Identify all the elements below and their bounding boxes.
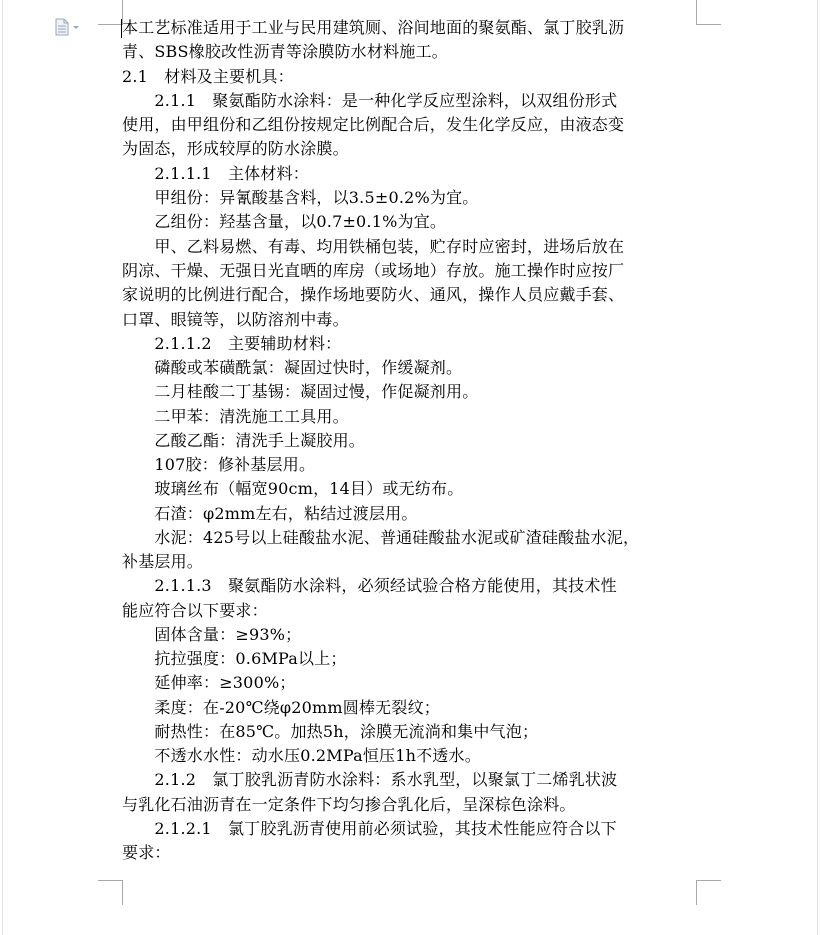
doc-line: 抗拉强度：0.6MPa以上；	[122, 649, 347, 668]
page-margin-corner-top-right	[696, 0, 721, 25]
doc-line: 要求：	[122, 843, 171, 862]
doc-line: 柔度：在-20℃绕φ20mm圆棒无裂纹；	[122, 698, 440, 717]
chevron-down-icon	[73, 26, 79, 29]
doc-line: 2.1.1 聚氨酯防水涂料：是一种化学反应型涂料，以双组份形式	[122, 91, 618, 110]
doc-line: 二月桂酸二丁基锡：凝固过慢，作促凝剂用。	[122, 382, 479, 401]
page-right-edge	[817, 0, 818, 935]
doc-line: 2.1.2 氯丁胶乳沥青防水涂料：系水乳型，以聚氯丁二烯乳状波	[122, 770, 618, 789]
document-view-button[interactable]	[54, 18, 86, 36]
doc-line: 2.1.1.2 主要辅助材料：	[122, 334, 342, 353]
doc-line: 能应符合以下要求：	[122, 601, 268, 620]
doc-line: 乙组份：羟基含量，以0.7±0.1%为宜。	[122, 212, 447, 231]
doc-line: 2.1 材料及主要机具：	[122, 67, 294, 86]
doc-line: 玻璃丝布（幅宽90cm，14目）或无纺布。	[122, 479, 464, 498]
doc-line: 107胶：修补基层用。	[122, 455, 316, 474]
doc-line: 石渣：φ2mm左右，粘结过渡层用。	[122, 504, 418, 523]
doc-line: 乙酸乙酯：清洗手上凝胶用。	[122, 431, 366, 450]
document-icon	[54, 18, 86, 36]
doc-line: 甲、乙料易燃、有毒、均用铁桶包装，贮存时应密封，进场后放在	[122, 237, 625, 256]
doc-line: 青、SBS橡胶改性沥青等涂膜防水材料施工。	[122, 42, 448, 61]
doc-line: 2.1.1.3 聚氨酯防水涂料，必须经试验合格方能使用，其技术性	[122, 576, 617, 595]
page-left-edge	[2, 0, 3, 935]
doc-line: 2.1.1.1 主体材料：	[122, 164, 309, 183]
doc-line: 与乳化石油沥青在一定条件下均匀掺合乳化后，呈深棕色涂料。	[122, 795, 576, 814]
page-margin-corner-top-left	[98, 0, 123, 25]
doc-line: 不透水水性：动水压0.2MPa恒压1h不透水。	[122, 746, 481, 765]
page-margin-corner-bottom-left	[98, 880, 123, 905]
doc-line: 二甲苯：清洗施工工具用。	[122, 407, 349, 426]
doc-line: 本工艺标准适用于工业与民用建筑厕、浴间地面的聚氨酯、氯丁胶乳沥	[122, 18, 625, 37]
doc-line: 甲组份：异氰酸基含料，以3.5±0.2%为宜。	[122, 188, 479, 207]
doc-line: 为固态，形成较厚的防水涂膜。	[122, 139, 349, 158]
doc-line: 固体含量：≥93%；	[122, 625, 302, 644]
doc-line: 延伸率：≥300%；	[122, 673, 296, 692]
doc-line: 口罩、眼镜等，以防溶剂中毒。	[122, 310, 349, 329]
doc-line: 阴凉、干燥、无强日光直晒的库房（或场地）存放。施工操作时应按厂	[122, 261, 625, 280]
doc-line: 使用，由甲组份和乙组份按规定比例配合后，发生化学反应，由液态变	[122, 115, 625, 134]
doc-line: 2.1.2.1 氯丁胶乳沥青使用前必须试验，其技术性能应符合以下	[122, 819, 617, 838]
doc-line: 磷酸或苯磺酰氯：凝固过快时，作缓凝剂。	[122, 358, 463, 377]
doc-line: 家说明的比例进行配合，操作场地要防火、通风，操作人员应戴手套、	[122, 285, 625, 304]
doc-line: 补基层用。	[122, 552, 204, 571]
doc-line: 耐热性：在85℃。加热5h，涂膜无流淌和集中气泡；	[122, 722, 539, 741]
page-margin-corner-bottom-right	[696, 880, 721, 905]
doc-line: 水泥：425号以上硅酸盐水泥、普通硅酸盐水泥或矿渣硅酸盐水泥，	[122, 528, 640, 547]
